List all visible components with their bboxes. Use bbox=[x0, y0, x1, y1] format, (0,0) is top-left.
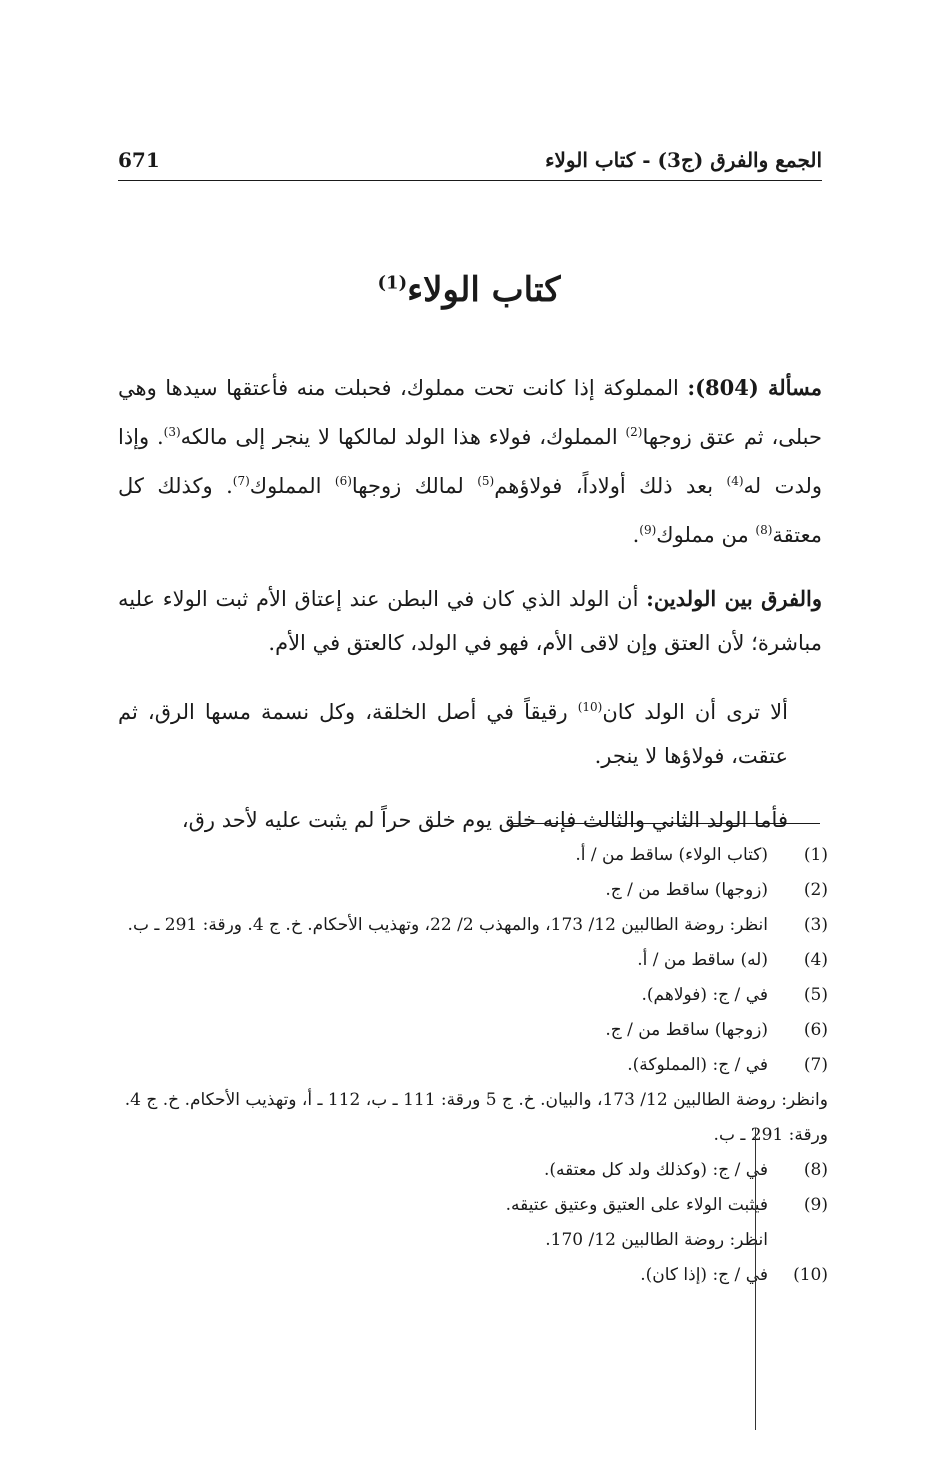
footnote-item bbox=[118, 1258, 828, 1293]
text-segment: بعد ذلك أولاداً، فولاؤهم bbox=[494, 474, 727, 498]
footnote-text: فيثبت الولاء على العتيق وعتيق عتيقه. bbox=[505, 1195, 768, 1215]
footnote-text: في / ج: (وكذلك ولد كل معتقه). bbox=[544, 1160, 768, 1180]
text-segment: . وإذا ولدت له bbox=[118, 425, 823, 498]
paragraph-example bbox=[118, 685, 822, 778]
footnote-ref[interactable]: (4) bbox=[726, 474, 744, 488]
chapter-footnote-ref: (1) bbox=[377, 272, 408, 294]
footnote-number: (9) bbox=[803, 1195, 828, 1215]
footnote-separator bbox=[510, 823, 820, 824]
footnote-number: (5) bbox=[803, 985, 828, 1005]
footnote-text: وانظر: روضة الطالبين 12/ 173، والبيان. خ. ج 5 ورقة: 111 ـ ب، 112 ـ أ، وتهذيب الأحكام. خ. ج 4. ورقة: 291 ـ ب. bbox=[124, 1090, 828, 1145]
footnote-item bbox=[118, 1013, 828, 1048]
footnote-ref[interactable]: (8) bbox=[755, 523, 773, 537]
footnote-item bbox=[118, 1048, 828, 1083]
footnote-number: (6) bbox=[803, 1020, 828, 1040]
paragraph-masala bbox=[118, 366, 822, 557]
footnote-number: (8) bbox=[803, 1160, 828, 1180]
footnote-ref[interactable]: (2) bbox=[625, 425, 643, 439]
footnote-number: (2) bbox=[803, 880, 828, 900]
footnote-text: في / ج: (فولاهم). bbox=[641, 985, 768, 1005]
footnote-ref[interactable]: (9) bbox=[639, 523, 657, 537]
footnote-number: (1) bbox=[803, 845, 828, 865]
footnote-ref[interactable]: (7) bbox=[232, 474, 250, 488]
footnote-ref[interactable]: (6) bbox=[334, 474, 352, 488]
text-segment: المملوكة إذا كانت تحت مملوك، فحبلت منه فأعتقها سيدها وهي حبلى، ثم عتق زوجها bbox=[118, 376, 823, 449]
running-title: الجمع والفرق (ج3) - كتاب الولاء bbox=[545, 148, 822, 172]
footnote-continuation bbox=[118, 1083, 828, 1153]
text-segment: لمالك زوجها bbox=[351, 474, 478, 498]
running-header bbox=[118, 148, 822, 181]
footnote-text: (زوجها) ساقط من / ج. bbox=[605, 1020, 768, 1040]
footnote-item bbox=[118, 943, 828, 978]
footnote-text: (له) ساقط من / أ. bbox=[637, 950, 768, 970]
paragraph-continuation bbox=[118, 798, 822, 842]
footnote-continuation bbox=[118, 1223, 828, 1258]
footnote-text: انظر: روضة الطالبين 12/ 173، والمهذب 2/ 22، وتهذيب الأحكام. خ. ج 4. ورقة: 291 ـ ب. bbox=[127, 915, 768, 935]
text-segment: رقيقاً في أصل الخلقة، وكل نسمة مسها الرق، ثم عتقت، فولاؤها لا ينجر. bbox=[118, 700, 788, 768]
scan-binding-line bbox=[755, 1128, 756, 1430]
chapter-heading bbox=[0, 270, 938, 310]
chapter-title: كتاب الولاء bbox=[407, 270, 561, 310]
text-segment: . وكذلك كل معتقة bbox=[118, 474, 822, 547]
footnote-number: (10) bbox=[793, 1265, 828, 1285]
footnote-item bbox=[118, 908, 828, 943]
footnote-number: (4) bbox=[803, 950, 828, 970]
footnote-item bbox=[118, 978, 828, 1013]
footnote-number: (3) bbox=[803, 915, 828, 935]
text-segment: من مملوك bbox=[656, 523, 756, 547]
main-text bbox=[118, 366, 822, 862]
footnote-ref[interactable]: (10) bbox=[577, 700, 603, 714]
text-segment: المملوك bbox=[249, 474, 335, 498]
footnote-text: (زوجها) ساقط من / ج. bbox=[605, 880, 768, 900]
text-segment: ألا ترى أن الولد كان bbox=[602, 700, 788, 724]
text-segment: . bbox=[632, 523, 640, 547]
footnote-number: (7) bbox=[803, 1055, 828, 1075]
footnote-ref[interactable]: (5) bbox=[477, 474, 495, 488]
text-segment: أن الولد الذي كان في البطن عند إعتاق الأم ثبت الولاء عليه مباشرة؛ لأن العتق وإن لاقى الأم، فهو في الولد، كالعتق في الأم. bbox=[118, 587, 822, 655]
paragraph-difference bbox=[118, 577, 822, 665]
footnote-text: (كتاب الولاء) ساقط من / أ. bbox=[575, 845, 768, 865]
footnote-item bbox=[118, 1153, 828, 1188]
footnote-ref[interactable]: (3) bbox=[163, 425, 181, 439]
footnotes bbox=[118, 838, 828, 1293]
footnote-text: في / ج: (إذا كان). bbox=[640, 1265, 768, 1285]
page-number: 671 bbox=[118, 148, 160, 172]
footnote-item bbox=[118, 838, 828, 873]
text-segment: فأما الولد الثاني والثالث فإنه خلق يوم خلق حراً لم يثبت عليه لأحد رق، bbox=[181, 808, 788, 832]
footnote-item bbox=[118, 873, 828, 908]
masala-label: مسألة (804): bbox=[687, 375, 822, 400]
footnote-text: انظر: روضة الطالبين 12/ 170. bbox=[545, 1230, 768, 1250]
difference-label: والفرق بين الولدين: bbox=[646, 586, 822, 611]
text-segment: المملوك، فولاء هذا الولد لمالكها لا ينجر إلى مالكه bbox=[180, 425, 626, 449]
footnote-text: في / ج: (المملوكة). bbox=[627, 1055, 768, 1075]
footnote-item bbox=[118, 1188, 828, 1223]
